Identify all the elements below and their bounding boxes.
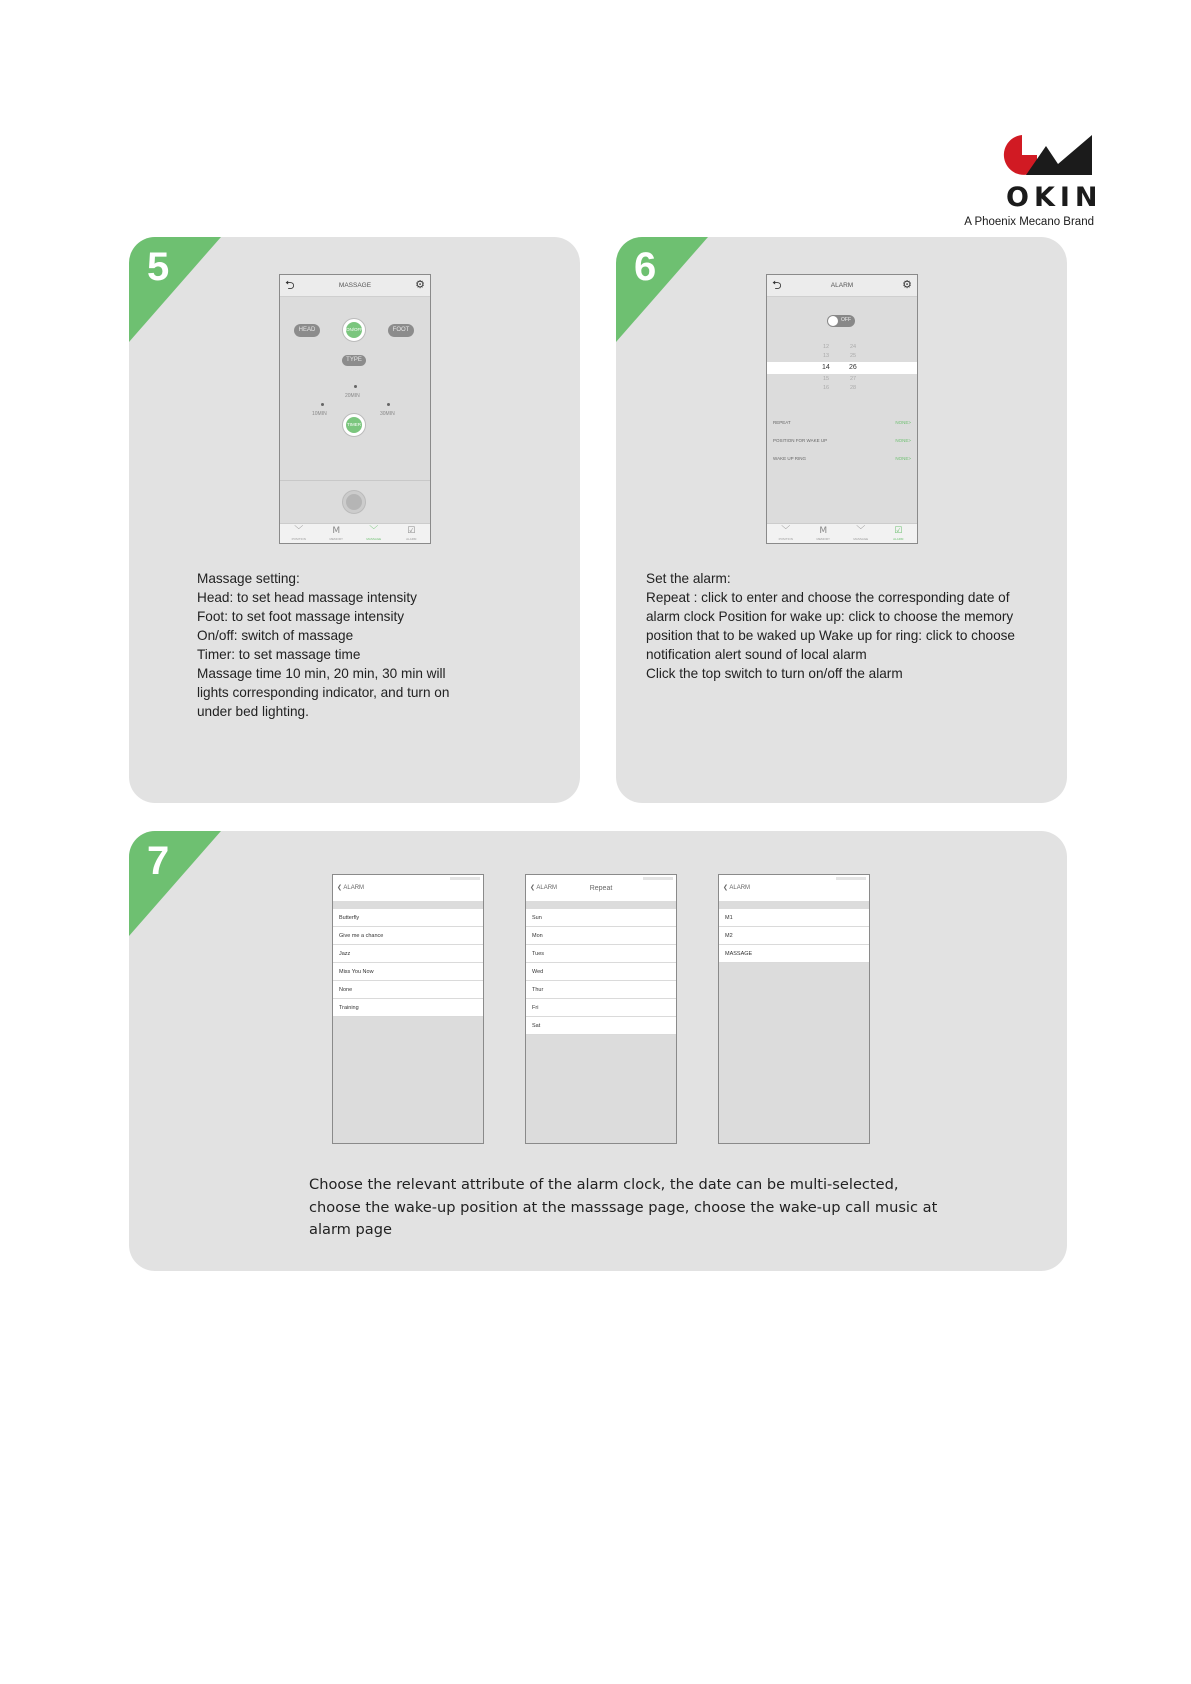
setting-label: POSITION FOR WAKE UP bbox=[773, 438, 828, 443]
list-item[interactable]: Wed bbox=[526, 963, 676, 981]
alarm-icon: ☑ bbox=[407, 526, 416, 536]
nav-memory[interactable] bbox=[805, 524, 843, 543]
desc-line: alarm clock Position for wake up: click to choose the memory bbox=[646, 609, 1014, 624]
alarm-toggle[interactable] bbox=[827, 315, 855, 327]
wake-ring-screen bbox=[332, 874, 484, 1144]
list-item[interactable]: Sat bbox=[526, 1017, 676, 1035]
step-5-description bbox=[197, 569, 449, 721]
step-corner-flag bbox=[129, 237, 221, 342]
minute-value: 24 bbox=[850, 344, 857, 350]
screen-header bbox=[526, 875, 676, 901]
list-item[interactable]: Butterfly bbox=[333, 909, 483, 927]
wake-position-setting[interactable] bbox=[773, 438, 911, 448]
back-icon[interactable]: ⮌ bbox=[285, 278, 295, 292]
indicator-30min bbox=[387, 403, 390, 406]
step-number: 6 bbox=[634, 245, 657, 289]
list-item[interactable]: Fri bbox=[526, 999, 676, 1017]
repeat-screen bbox=[525, 874, 677, 1144]
light-button[interactable] bbox=[342, 490, 366, 514]
nav-label: POSITION bbox=[291, 537, 306, 541]
setting-label: REPEAT bbox=[773, 420, 791, 425]
nav-label: MASSAGE bbox=[366, 537, 382, 541]
desc-line: position that to be waked up Wake up for ring: click to choose bbox=[646, 628, 1015, 643]
list-item[interactable]: None bbox=[333, 981, 483, 999]
list-item[interactable]: MASSAGE bbox=[719, 945, 869, 963]
desc-line: Choose the relevant attribute of the alarm clock, the date can be multi-selected, bbox=[309, 1176, 899, 1193]
desc-line: On/off: switch of massage bbox=[197, 628, 354, 643]
status-bar bbox=[643, 877, 673, 880]
step-6-panel bbox=[616, 237, 1067, 803]
nav-label: ALARM bbox=[893, 537, 904, 541]
position-list bbox=[719, 909, 869, 963]
gear-icon[interactable]: ⚙ bbox=[902, 278, 912, 291]
screen-title: Repeat bbox=[589, 885, 613, 892]
desc-line: Head: to set head massage intensity bbox=[197, 590, 417, 605]
nav-massage[interactable] bbox=[355, 524, 393, 543]
step-6-description bbox=[646, 569, 1015, 683]
minute-value: 25 bbox=[850, 353, 857, 359]
desc-line: Click the top switch to turn on/off the alarm bbox=[646, 666, 903, 681]
time-picker-selected[interactable] bbox=[767, 362, 917, 374]
toggle-knob bbox=[828, 316, 838, 326]
hour-value: 13 bbox=[823, 353, 830, 359]
nav-position[interactable] bbox=[280, 524, 318, 543]
alarm-icon: ☑ bbox=[894, 526, 903, 536]
timer-label: TIMER bbox=[346, 417, 362, 433]
light-icon bbox=[346, 494, 362, 510]
list-item[interactable]: Miss You Now bbox=[333, 963, 483, 981]
day-list bbox=[526, 909, 676, 1035]
desc-line: choose the wake-up position at the masssage page, choose the wake-up call music at bbox=[309, 1198, 938, 1216]
list-item[interactable]: Tues bbox=[526, 945, 676, 963]
okin-wordmark: OKIN bbox=[1006, 182, 1103, 213]
ring-list bbox=[333, 909, 483, 1017]
label-10min: 10MIN bbox=[312, 411, 327, 417]
foot-button[interactable]: FOOT bbox=[388, 324, 414, 337]
memory-icon: M bbox=[819, 526, 828, 536]
back-label: ALARM bbox=[729, 885, 751, 891]
desc-line: Massage time 10 min, 20 min, 30 min will bbox=[197, 666, 446, 681]
setting-value: NONE> bbox=[895, 438, 911, 443]
desc-line: Timer: to set massage time bbox=[197, 647, 361, 662]
nav-label: ALARM bbox=[406, 537, 417, 541]
step-7-description bbox=[309, 1174, 937, 1242]
divider bbox=[280, 480, 430, 481]
screen-header bbox=[280, 275, 430, 297]
step-number: 7 bbox=[147, 839, 170, 883]
desc-line: Set the alarm: bbox=[646, 571, 731, 586]
position-icon: ﹀ bbox=[781, 526, 791, 536]
okin-logo-mark bbox=[1000, 134, 1092, 176]
list-item[interactable]: M1 bbox=[719, 909, 869, 927]
wake-ring-setting[interactable] bbox=[773, 456, 911, 466]
step-5-panel bbox=[129, 237, 580, 803]
memory-icon: M bbox=[332, 526, 341, 536]
indicator-20min bbox=[354, 385, 357, 388]
minute-value: 28 bbox=[850, 385, 857, 391]
toggle-label: OFF bbox=[841, 317, 851, 323]
alarm-screen bbox=[766, 274, 918, 544]
massage-screen bbox=[279, 274, 431, 544]
screen-header bbox=[767, 275, 917, 297]
setting-value: NONE> bbox=[895, 420, 911, 425]
nav-memory[interactable] bbox=[318, 524, 356, 543]
hour-value: 15 bbox=[823, 376, 830, 382]
screen-title: MASSAGE bbox=[338, 282, 372, 289]
list-item[interactable]: M2 bbox=[719, 927, 869, 945]
time-picker-row[interactable] bbox=[767, 385, 917, 393]
status-bar bbox=[450, 877, 480, 880]
time-picker-row[interactable] bbox=[767, 353, 917, 361]
desc-line: lights corresponding indicator, and turn on bbox=[197, 685, 450, 700]
desc-line: notification alert sound of local alarm bbox=[646, 647, 867, 662]
bottom-nav bbox=[767, 523, 917, 543]
desc-line: alarm page bbox=[309, 1221, 392, 1238]
position-icon: ﹀ bbox=[294, 526, 304, 536]
screen-header bbox=[333, 875, 483, 901]
hour-value: 14 bbox=[822, 364, 830, 371]
nav-massage[interactable] bbox=[842, 524, 880, 543]
desc-line: Massage setting: bbox=[197, 571, 300, 586]
list-item[interactable]: Sun bbox=[526, 909, 676, 927]
nav-label: MEMORY bbox=[816, 537, 830, 541]
back-button[interactable]: ❮ ALARM bbox=[723, 885, 751, 891]
list-item[interactable]: Mon bbox=[526, 927, 676, 945]
okin-logo bbox=[954, 134, 1103, 230]
desc-line: Foot: to set foot massage intensity bbox=[197, 609, 405, 624]
label-20min: 20MIN bbox=[345, 393, 360, 399]
timer-button[interactable] bbox=[342, 413, 366, 437]
nav-label: MASSAGE bbox=[853, 537, 869, 541]
minute-value: 27 bbox=[850, 376, 857, 382]
desc-line: Repeat : click to enter and choose the corresponding date of bbox=[646, 590, 1010, 605]
wake-position-screen bbox=[718, 874, 870, 1144]
desc-line: under bed lighting. bbox=[197, 704, 309, 719]
nav-label: MEMORY bbox=[329, 537, 343, 541]
back-label: ALARM bbox=[343, 885, 365, 891]
massage-icon: ﹀ bbox=[369, 526, 379, 536]
step-number: 5 bbox=[147, 245, 170, 289]
bottom-nav bbox=[280, 523, 430, 543]
back-button[interactable]: ❮ ALARM bbox=[530, 885, 558, 891]
minute-value: 26 bbox=[849, 364, 857, 371]
list-item[interactable]: Jazz bbox=[333, 945, 483, 963]
brand-tagline: A Phoenix Mecano Brand bbox=[964, 216, 1094, 228]
hour-value: 16 bbox=[823, 385, 830, 391]
time-picker-row[interactable] bbox=[767, 344, 917, 352]
list-item[interactable]: Thur bbox=[526, 981, 676, 999]
status-bar bbox=[836, 877, 866, 880]
label-30min: 30MIN bbox=[380, 411, 395, 417]
list-item[interactable]: Training bbox=[333, 999, 483, 1017]
list-item[interactable]: Give me a chance bbox=[333, 927, 483, 945]
back-icon[interactable]: ⮌ bbox=[772, 278, 782, 292]
step-7-panel bbox=[129, 831, 1067, 1271]
gear-icon[interactable]: ⚙ bbox=[415, 278, 425, 291]
onoff-label: ON/OFF bbox=[346, 322, 362, 338]
back-button[interactable]: ❮ ALARM bbox=[337, 885, 365, 891]
hour-value: 12 bbox=[823, 344, 830, 350]
nav-position[interactable] bbox=[767, 524, 805, 543]
setting-value: NONE> bbox=[895, 456, 911, 461]
indicator-10min bbox=[321, 403, 324, 406]
repeat-setting[interactable] bbox=[773, 420, 911, 430]
onoff-button[interactable] bbox=[342, 318, 366, 342]
nav-alarm[interactable] bbox=[880, 524, 918, 543]
back-label: ALARM bbox=[536, 885, 558, 891]
setting-label: WAKE UP RING bbox=[773, 456, 807, 461]
time-picker-row[interactable] bbox=[767, 376, 917, 384]
nav-label: POSITION bbox=[778, 537, 793, 541]
type-button[interactable]: TYPE bbox=[342, 355, 366, 366]
head-button[interactable]: HEAD bbox=[294, 324, 320, 337]
nav-alarm[interactable] bbox=[393, 524, 431, 543]
step-corner-flag bbox=[616, 237, 708, 342]
screen-header bbox=[719, 875, 869, 901]
screen-title: ALARM bbox=[830, 282, 854, 289]
step-corner-flag bbox=[129, 831, 221, 936]
massage-icon: ﹀ bbox=[856, 526, 866, 536]
